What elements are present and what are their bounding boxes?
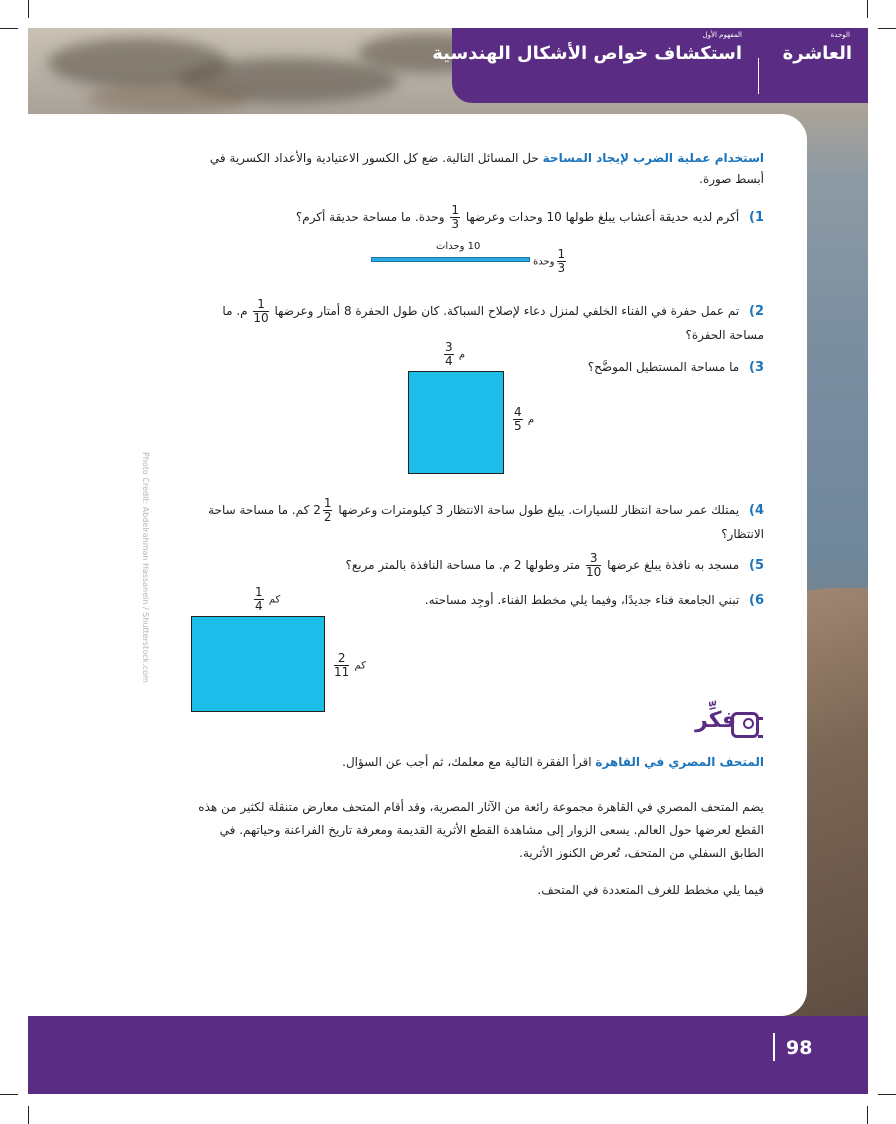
think-title: فكِّر	[695, 708, 736, 733]
museum-closing: فيما يلي مخطط للغرف المتعددة في المتحف.	[537, 883, 764, 897]
fraction: $\frac{2}{11}$	[334, 651, 350, 679]
concept-label: المفهوم الأول	[702, 31, 742, 39]
question-text: وحدة. ما مساحة حديقة أكرم؟	[295, 210, 445, 224]
question-text: مسجد به نافذة يبلغ عرضها	[607, 558, 740, 572]
rect-top-label: م $\frac{3}{4}$	[445, 340, 466, 368]
question-4	[188, 497, 764, 545]
fraction: $\frac{1}{4}$	[255, 585, 263, 613]
unit-name: العاشرة	[782, 43, 852, 64]
intro-text: حل المسائل التالية. ضع كل الكسور الاعتيادية والأعداد الكسرية في أبسط صورة.	[209, 151, 764, 186]
question-text: تم عمل حفرة في الفناء الخلفي لمنزل دعاء لإصلاح السباكة. كان طول الحفرة 8 أمتار وعرضها	[274, 304, 740, 318]
patio-top-label: كم $\frac{1}{4}$	[255, 585, 281, 613]
fraction: $\frac{3}{10}$	[586, 551, 602, 579]
page-number: 98	[786, 1037, 813, 1059]
strip-length-label: 10 وحدات	[436, 241, 481, 252]
crop-mark	[878, 1094, 896, 1095]
museum-paragraph: يضم المتحف المصري في القاهرة مجموعة رائعة من الآثار المصرية، وقد أقام المتحف معارض متنقلة لكثير من هذه القطع لعرضها حول العالم. يسعى الزوار إلى مشاهدة القطع الأثرية القديمة ومعرفة تاريخ الفراعنة وحياتهم. في الطابق السفلي من المتحف، تُعرض الكنوز الأثرية.	[198, 800, 764, 860]
page-footer	[28, 1016, 868, 1094]
fraction: $\frac{1}{3}$	[557, 247, 566, 275]
photo-credit: Photo Credit: Abdelrahman Hassanein / Shutterstock.com	[141, 452, 150, 683]
fraction: $\frac{4}{5}$	[514, 405, 522, 433]
intro-paragraph	[188, 148, 764, 190]
patio-side-label: كم $\frac{2}{11}$	[334, 651, 366, 679]
unit-header	[452, 28, 868, 103]
crop-mark	[28, 1106, 29, 1124]
strip-width-label: $\frac{1}{3}$ وحدة	[533, 247, 566, 275]
concept-title: استكشاف خواص الأشكال الهندسية	[432, 43, 742, 64]
question-3	[500, 357, 764, 378]
think-label: المتحف المصري في القاهرة	[595, 755, 764, 769]
question-text: تبني الجامعة فناء جديدًا، وفيما يلي مخطط الفناء. أوجِد مساحته.	[424, 593, 740, 607]
question-number: 2)	[749, 304, 764, 319]
fraction: $\frac{3}{4}$	[445, 340, 453, 368]
whole-number: 2	[313, 503, 321, 517]
crop-mark	[0, 28, 18, 29]
crop-mark	[867, 0, 868, 18]
question-2	[188, 298, 764, 346]
intro-label: استخدام عملية الضرب لإيجاد المساحة	[542, 151, 764, 165]
question-text: كم. ما مساحة ساحة الانتظار؟	[208, 503, 764, 541]
crop-mark	[867, 1106, 868, 1124]
unit-label: الوحدة	[830, 31, 850, 39]
question-number: 4)	[749, 503, 764, 518]
fraction: $\frac{1}{2}$	[323, 496, 332, 524]
question-number: 6)	[749, 593, 764, 608]
think-intro	[300, 752, 764, 773]
question-text: أكرم لديه حديقة أعشاب يبلغ طولها 10 وحدات وعرضها	[465, 210, 740, 224]
fraction: $\frac{1}{10}$	[253, 297, 269, 325]
think-instruction: اقرأ الفقرة التالية مع معلمك، ثم أجب عن السؤال.	[342, 755, 592, 769]
question-number: 5)	[749, 558, 764, 573]
garden-strip	[371, 257, 530, 262]
fraction: $\frac{1}{3}$	[451, 203, 459, 231]
crop-mark	[0, 1094, 18, 1095]
question-text: ما مساحة المستطيل الموضَّح؟	[587, 360, 740, 374]
question-6	[380, 590, 764, 611]
crop-mark	[878, 28, 896, 29]
question-5	[300, 552, 764, 579]
rect-side-label: م $\frac{4}{5}$	[514, 405, 535, 433]
rectangle-figure	[408, 371, 504, 474]
question-1	[230, 204, 764, 231]
question-number: 3)	[749, 360, 764, 375]
crop-mark	[28, 0, 29, 18]
question-text: يمتلك عمر ساحة انتظار للسيارات. يبلغ طول ساحة الانتظار 3 كيلومترات وعرضها	[338, 503, 740, 517]
question-text: متر وطولها 2 م. ما مساحة النافذة بالمتر مربع؟	[345, 558, 581, 572]
patio-rectangle	[191, 616, 325, 712]
question-text: م. ما مساحة الحفرة؟	[222, 304, 764, 342]
header-divider	[758, 58, 759, 94]
page-number-divider	[773, 1033, 775, 1061]
question-number: 1)	[749, 210, 764, 225]
